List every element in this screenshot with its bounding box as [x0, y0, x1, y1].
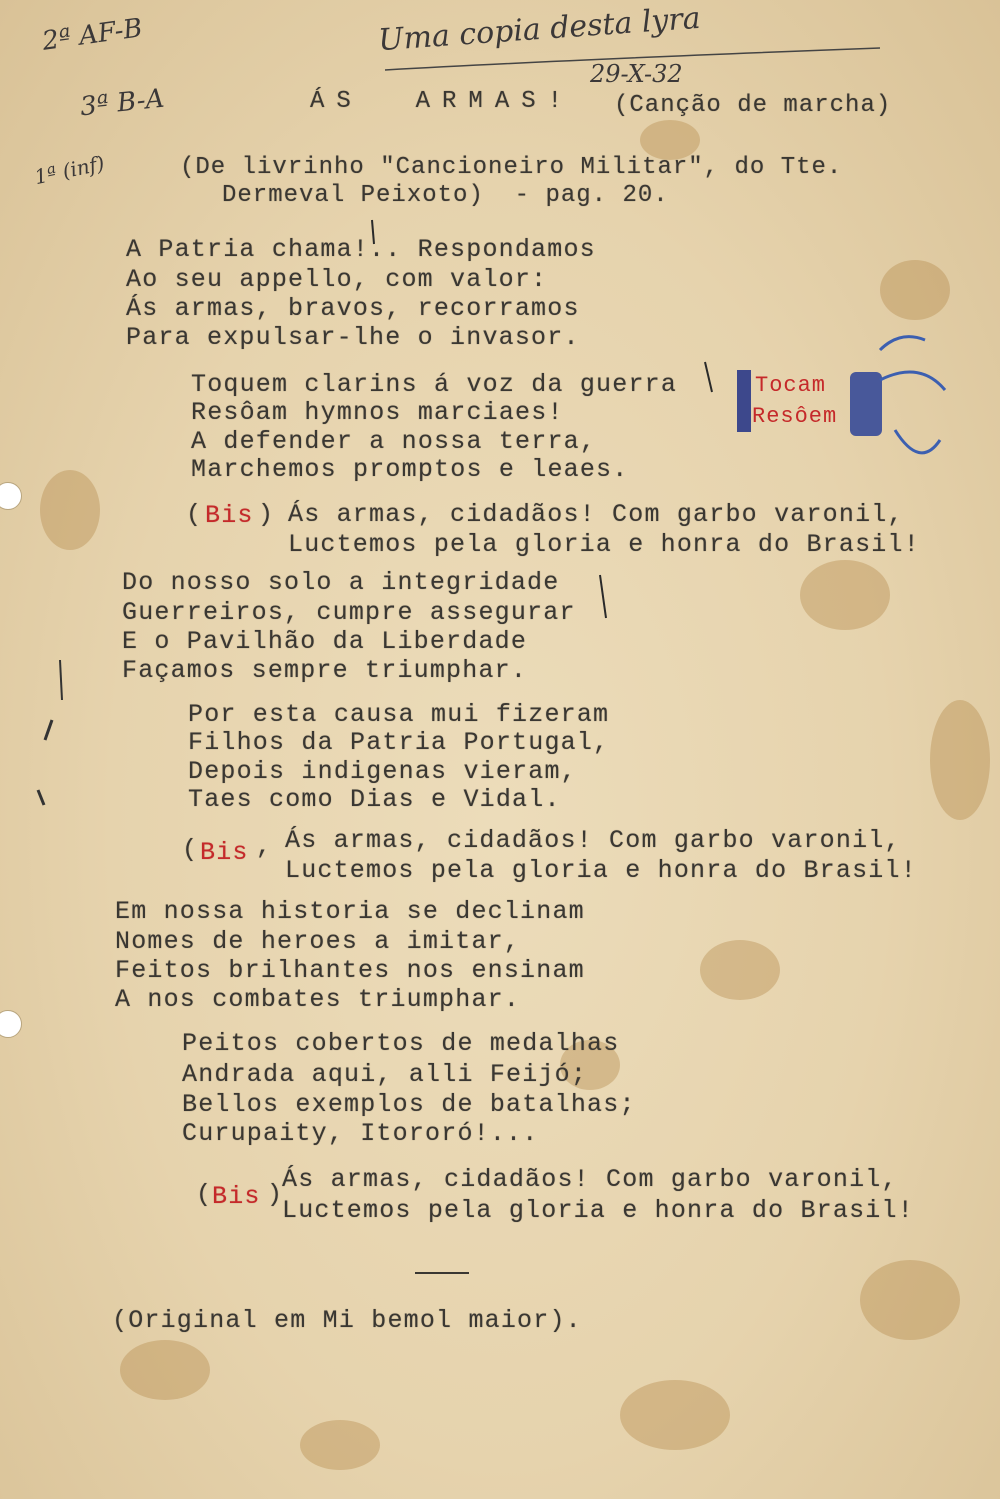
paren: ( [182, 835, 199, 864]
punch-hole [0, 1010, 22, 1038]
verse-line: Andrada aqui, alli Feijó; [182, 1060, 588, 1089]
verse-line: Marchemos promptos e leaes. [191, 455, 629, 484]
refrain-line: Luctemos pela gloria e honra do Brasil! [285, 856, 917, 885]
stain [880, 260, 950, 320]
verse-line: Nomes de heroes a imitar, [115, 927, 521, 956]
stain [930, 700, 990, 820]
verse-line: Toquem clarins á voz da guerra [191, 370, 678, 399]
title-note: (Canção de marcha) [614, 92, 892, 119]
pencil-tick [705, 362, 712, 392]
verse-line: Por esta causa mui fizeram [188, 700, 610, 729]
paren: ( [186, 500, 203, 529]
handwritten-note: 3ª B-A [78, 83, 166, 123]
verse-line: Curupaity, Itororó!... [182, 1119, 539, 1148]
bis-label: Bis [212, 1182, 261, 1211]
paren: ) [258, 500, 275, 529]
stain [800, 560, 890, 630]
punch-hole [0, 482, 22, 510]
verse-line: Para expulsar-lhe o invasor. [126, 323, 580, 352]
paren: ) [267, 1180, 284, 1209]
verse-line: Ás armas, bravos, recorramos [126, 294, 580, 323]
verse-line: Resôam hymnos marciaes! [191, 398, 564, 427]
verse-line: Bellos exemplos de batalhas; [182, 1090, 636, 1119]
verse-line: Feitos brilhantes nos ensinam [115, 956, 585, 985]
ink-mark [737, 370, 751, 432]
refrain-line: Ás armas, cidadãos! Com garbo varonil, [285, 826, 901, 855]
refrain-line: Luctemos pela gloria e honra do Brasil! [282, 1196, 914, 1225]
refrain-line: Luctemos pela gloria e honra do Brasil! [288, 530, 920, 559]
pencil-tick [38, 790, 44, 805]
stain [120, 1340, 210, 1400]
verse-line: Façamos sempre triumphar. [122, 656, 528, 685]
stain [700, 940, 780, 1000]
verse-line: A defender a nossa terra, [191, 427, 597, 456]
margin-note: Resôem [752, 404, 838, 429]
verse-line: E o Pavilhão da Liberdade [122, 627, 528, 656]
paren: , [256, 832, 273, 861]
bis-label: Bis [200, 838, 249, 867]
margin-note: Tocam [755, 373, 827, 398]
separator-rule [415, 1272, 469, 1274]
pencil-tick [60, 660, 62, 700]
handwritten-note: Uma copia desta lyra [377, 0, 702, 59]
ink-mark [850, 372, 882, 436]
refrain-line: Ás armas, cidadãos! Com garbo varonil, [288, 500, 904, 529]
verse-line: A Patria chama!.. Respondamos [126, 235, 596, 264]
handwritten-date: 29-X-32 [590, 60, 683, 88]
stain [860, 1260, 960, 1340]
refrain-line: Ás armas, cidadãos! Com garbo varonil, [282, 1165, 898, 1194]
verse-line: Depois indigenas vieram, [188, 757, 577, 786]
stain [40, 470, 100, 550]
verse-line: Do nosso solo a integridade [122, 568, 560, 597]
bis-label: Bis [205, 501, 254, 530]
handwritten-note: 1ª (inf) [32, 150, 107, 190]
pencil-tick [600, 575, 606, 618]
blue-scribble [880, 337, 945, 453]
source-line: Dermeval Peixoto) - pag. 20. [222, 182, 669, 209]
verse-line: Em nossa historia se declinam [115, 897, 585, 926]
page-title: ÁS ARMAS! [310, 88, 575, 115]
stain [620, 1380, 730, 1450]
paren: ( [196, 1180, 213, 1209]
handwritten-note: 2ª AF-B [40, 13, 145, 57]
stain [300, 1420, 380, 1470]
verse-line: A nos combates triumphar. [115, 985, 521, 1014]
verse-line: Taes como Dias e Vidal. [188, 785, 561, 814]
pencil-tick [45, 720, 52, 740]
verse-line: Filhos da Patria Portugal, [188, 728, 610, 757]
verse-line: Peitos cobertos de medalhas [182, 1029, 620, 1058]
footer-note: (Original em Mi bemol maior). [112, 1306, 582, 1335]
verse-line: Ao seu appello, com valor: [126, 265, 548, 294]
verse-line: Guerreiros, cumpre assegurar [122, 598, 576, 627]
source-line: (De livrinho "Cancioneiro Militar", do Tte. [180, 154, 843, 181]
